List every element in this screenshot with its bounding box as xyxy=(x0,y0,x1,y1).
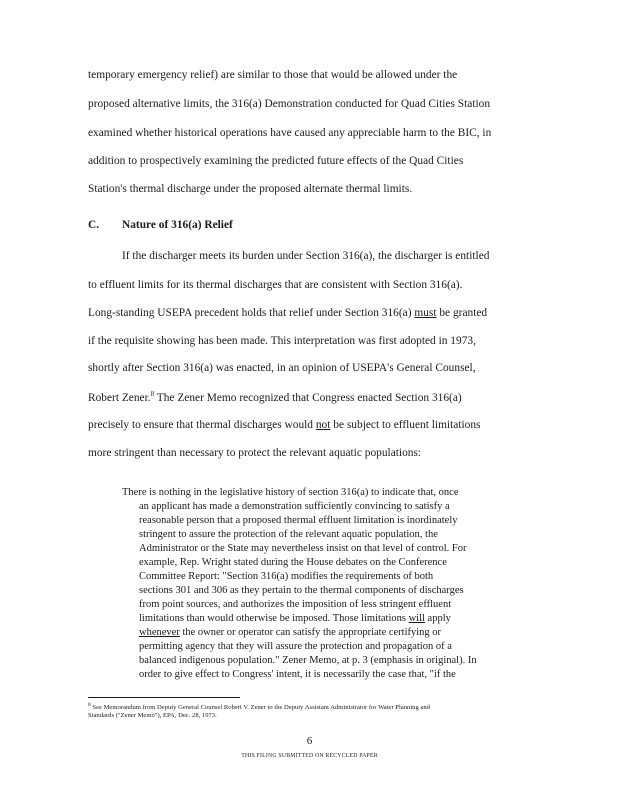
intro-line-5: Station's thermal discharge under the proposed alternate thermal limits. xyxy=(88,183,413,195)
quote-line-2: an applicant has made a demonstration sufficiently convincing to satisfy a xyxy=(139,501,450,512)
section-number: C. xyxy=(88,219,100,231)
quote-line-1: There is nothing in the legislative history of section 316(a) to indicate that, once xyxy=(122,487,459,498)
intro-line-4: addition to prospectively examining the predicted future effects of the Quad Cities xyxy=(88,155,464,167)
recycled-paper-footer: THIS FILING SUBMITTED ON RECYCLED PAPER xyxy=(241,753,378,759)
quote-line-7: Committee Report: "Section 316(a) modifies the requirements of both xyxy=(139,571,434,582)
quote-line-10-b: apply xyxy=(424,613,451,624)
footnote-divider xyxy=(88,697,240,698)
quote-line-11-b: the owner or operator can satisfy the appropriate certifying or xyxy=(179,627,442,638)
footnote-marker: 8 xyxy=(88,702,91,708)
quote-line-9: from point sources, and authorizes the imposition of less stringent effluent xyxy=(139,599,452,610)
intro-line-3: examined whether historical operations have caused any appreciable harm to the BIC, in xyxy=(88,127,492,139)
page-number: 6 xyxy=(306,735,313,747)
emphasis-must: must xyxy=(414,307,437,319)
emphasis-will: will xyxy=(408,613,425,624)
emphasis-not: not xyxy=(315,419,331,431)
quote-line-11 xyxy=(139,627,441,638)
section-heading xyxy=(88,219,233,231)
footnote-line-1 xyxy=(88,702,430,711)
intro-line-2: proposed alternative limits, the 316(a) Demonstration conducted for Quad Cities Station xyxy=(88,98,491,110)
footnote-ref: 8 xyxy=(150,390,155,398)
quote-line-4: stringent to assure the protection of the relevant aquatic population, the xyxy=(139,529,438,540)
intro-line-1: temporary emergency relief) are similar to those that would be allowed under the xyxy=(88,69,458,81)
para-line-3 xyxy=(88,307,487,319)
quote-line-10-a: limitations than would otherwise be imposed. Those limitations xyxy=(139,613,409,624)
quote-line-12: permitting agency that they will assure the protection and propagation of a xyxy=(139,641,452,652)
para-line-2: to effluent limits for its thermal discharges that are consistent with Section 316(a). xyxy=(88,279,463,291)
para-line-5: shortly after Section 316(a) was enacted, in an opinion of USEPA's General Counsel, xyxy=(88,362,476,374)
para-line-7-b: be subject to effluent limitations xyxy=(330,419,481,431)
emphasis-whenever: whenever xyxy=(139,627,180,638)
para-line-4: if the requisite showing has been made. This interpretation was first adopted in 1973, xyxy=(88,335,476,347)
section-title: Nature of 316(a) Relief xyxy=(122,219,233,231)
para-line-6-a: Robert Zener. xyxy=(88,391,151,404)
quote-line-6: example, Rep. Wright stated during the House debates on the Conference xyxy=(139,557,447,568)
para-line-6 xyxy=(88,390,462,404)
para-line-7-a: precisely to ensure that thermal discharges would xyxy=(88,419,316,431)
footnote-line-2: Standards ("Zener Memo"), EPA, Dec. 28, 1973. xyxy=(88,712,217,719)
para-line-3-a: Long-standing USEPA precedent holds that relief under Section 316(a) xyxy=(88,307,415,319)
para-line-8: more stringent than necessary to protect the relevant aquatic populations: xyxy=(88,447,422,459)
quote-line-13: balanced indigenous population." Zener Memo, at p. 3 (emphasis in original). In xyxy=(139,655,477,666)
quote-line-5: Administrator or the State may nevertheless insist on that level of control. For xyxy=(139,543,467,554)
quote-line-14: order to give effect to Congress' intent, it is necessarily the case that, "if the xyxy=(139,669,456,680)
para-line-3-b: be granted xyxy=(436,307,488,319)
quote-line-10 xyxy=(139,613,451,624)
para-line-7 xyxy=(88,419,480,431)
footnote-text-1: See Memorandum from Deputy General Counsel Robert V. Zener to the Deputy Assistant Administrator for Water Planning and xyxy=(90,704,430,712)
para-line-6-b: The Zener Memo recognized that Congress enacted Section 316(a) xyxy=(154,391,462,404)
para-line-1: If the discharger meets its burden under Section 316(a), the discharger is entitled xyxy=(122,250,490,262)
quote-line-3: reasonable person that a proposed thermal effluent limitation is inordinately xyxy=(139,515,458,526)
quote-line-8: sections 301 and 306 as they pertain to the thermal components of discharges xyxy=(139,585,464,596)
